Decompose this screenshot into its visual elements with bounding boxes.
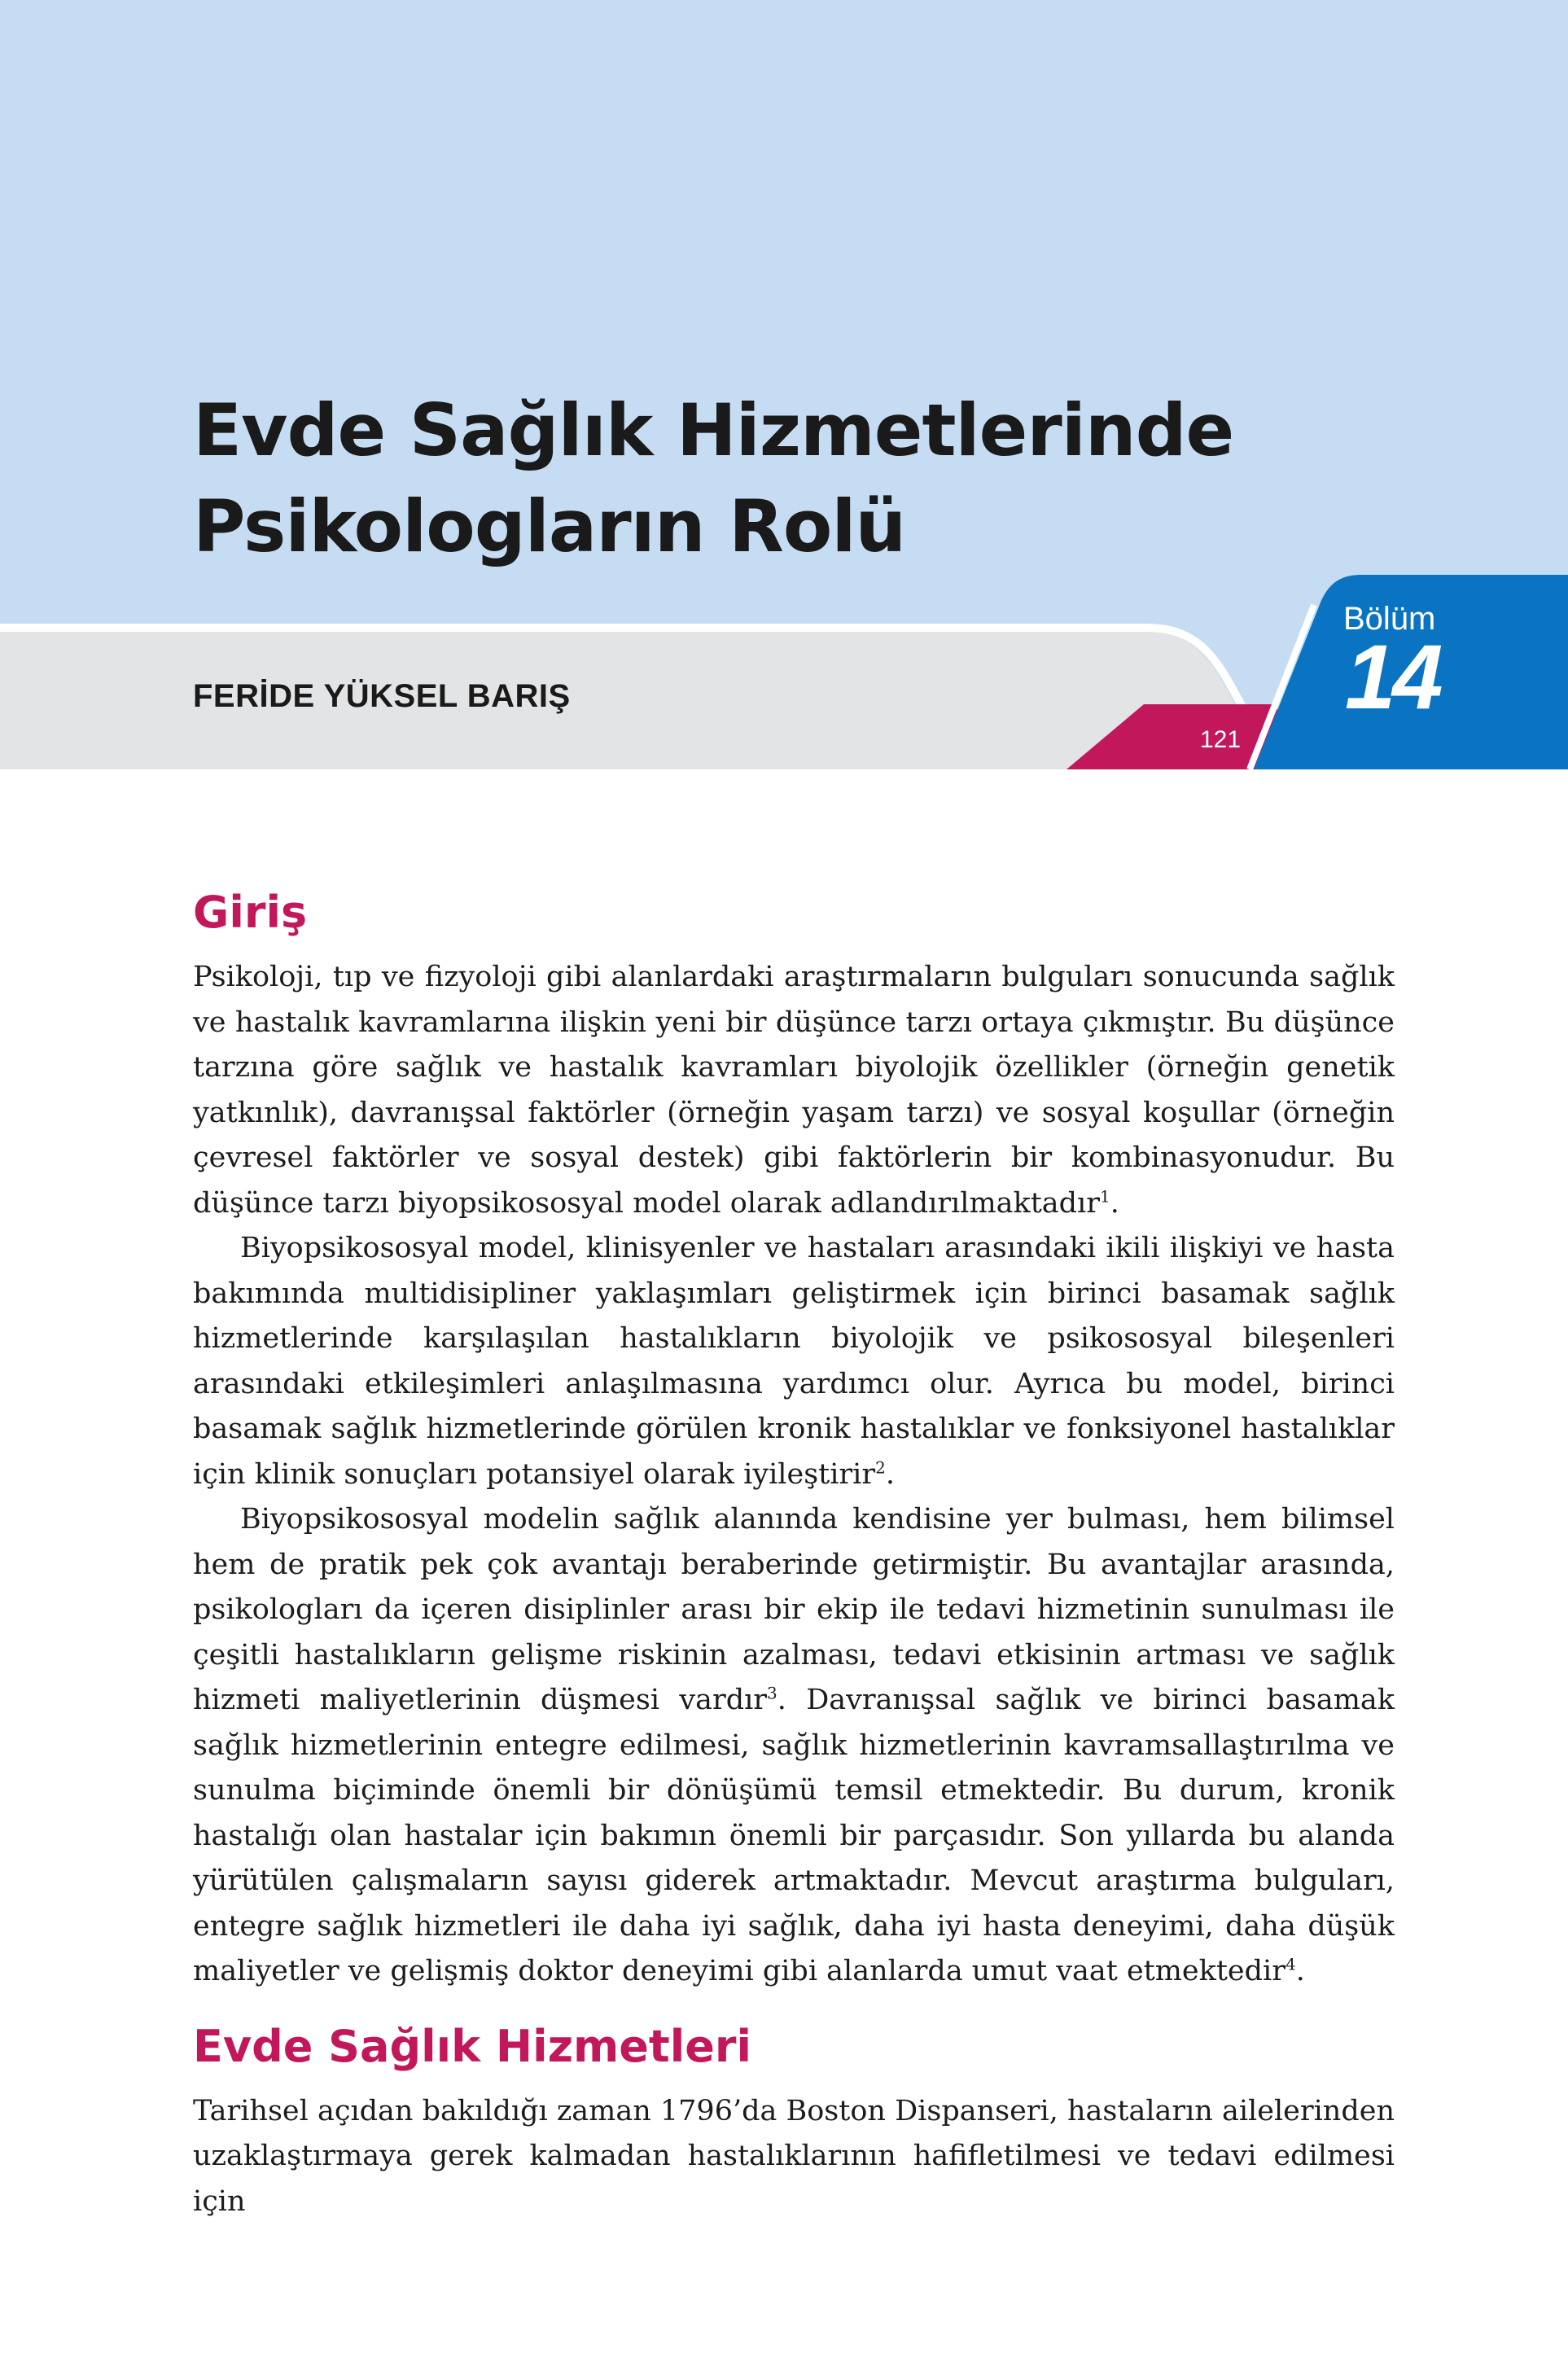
reference-number: 3 <box>767 1683 777 1703</box>
chapter-label: Bölüm <box>1343 601 1436 637</box>
author-band <box>0 631 1274 769</box>
paragraph-text: Biyopsikososyal model, klinisyenler ve hastaları arasındaki ikili ilişkiyi ve hasta bakımında multidisipliner yaklaşımları geliştirmek için birinci basamak sağlık hizmetlerinde karşılaşılan hastalıkların biyolojik ve psikososyal bileşenleri arasındaki etkileşimleri anlaşılmasına yardımcı olur. Ayrıca bu model, birinci basamak sağlık hizmetlerinde görülen kronik hastalıklar ve fonksiyonel hastalıklar için klinik sonuçları potansiyel olarak iyileştirir <box>193 1232 1395 1491</box>
page-number: 121 <box>1200 726 1242 753</box>
chapter-header <box>0 0 1568 769</box>
chapter-number: 14 <box>1345 626 1440 728</box>
chapter-title <box>193 383 1233 575</box>
reference-number: 4 <box>1285 1954 1296 1974</box>
reference-number: 1 <box>1099 1185 1110 1206</box>
author-name: FERİDE YÜKSEL BARIŞ <box>193 678 571 714</box>
paragraph-text: Biyopsikososyal modelin sağlık alanında kendisine yer bulması, hem bilimsel hem de pratik pek çok avantajı beraberinde getirmiştir. Bu avantajlar arasında, psikologları da içeren disiplinler arası bir ekip ile tedavi hizmetinin sunulması ile çeşitli hastalıkların gelişme riskinin azalması, tedavi etkisinin artması ve sağlık hizmeti maliyetlerinin düşmesi vardır <box>193 1503 1395 1716</box>
section-heading-giris: Giriş <box>193 887 308 938</box>
paragraph <box>193 955 1395 1226</box>
page-body <box>193 883 1395 2224</box>
paragraph-text: Tarihsel açıdan bakıldığı zaman 1796’da Boston Dispanseri, hastaların ailelerinden uzaklaştırmaya gerek kalmadan hastalıklarının hafifletilmesi ve tedavi edilmesi için <box>193 2094 1395 2218</box>
paragraph-text-continued: . Davranışsal sağlık ve birinci basamak sağlık hizmetlerinin entegre edilmesi, sağlık hizmetlerinin kavramsallaştırılma ve sunulma biçiminde önemli bir dönüşümü temsil etmektedir. Bu durum, kronik hastalığı olan hastalar için bakımın önemli bir parçasıdır. Son yıllarda bu alanda yürütülen çalışmaların sayısı giderek artmaktadır. Mevcut araştırma bulguları, entegre sağlık hizmetleri ile daha iyi sağlık, daha iyi hasta deneyimi, daha düşük maliyetler ve gelişmiş doktor deneyimi gibi alanlarda umut vaat etmektedir <box>193 1684 1395 1987</box>
chapter-title-line-1: Evde Sağlık Hizmetlerinde <box>193 388 1234 472</box>
paragraph <box>193 2089 1395 2225</box>
paragraph-tail: . <box>885 1457 895 1491</box>
paragraph-text: Psikoloji, tıp ve fizyoloji gibi alanlardaki araştırmaların bulguları sonucunda sağlık ve hastalık kavramlarına ilişkin yeni bir düşünce tarzı ortaya çıkmıştır. Bu düşünce tarzına göre sağlık ve hastalık kavramları biyolojik özellikler (örneğin genetik yatkınlık), davranışsal faktörler (örneğin yaşam tarzı) ve sosyal koşullar (örneğin çevresel faktörler ve sosyal destek) gibi faktörlerin bir kombinasyonudur. Bu düşünce tarzı biyopsikososyal model olarak adlandırılmaktadır <box>193 961 1395 1220</box>
paragraph-tail: . <box>1295 1955 1305 1987</box>
reference-number: 2 <box>875 1457 886 1477</box>
paragraph <box>193 1226 1395 1497</box>
paragraph <box>193 1497 1395 1995</box>
paragraph-tail: . <box>1110 1186 1119 1220</box>
chapter-title-line-2: Psikologların Rolü <box>193 484 906 568</box>
section-heading-evde-saglik-hizmetleri: Evde Sağlık Hizmetleri <box>193 2020 751 2072</box>
